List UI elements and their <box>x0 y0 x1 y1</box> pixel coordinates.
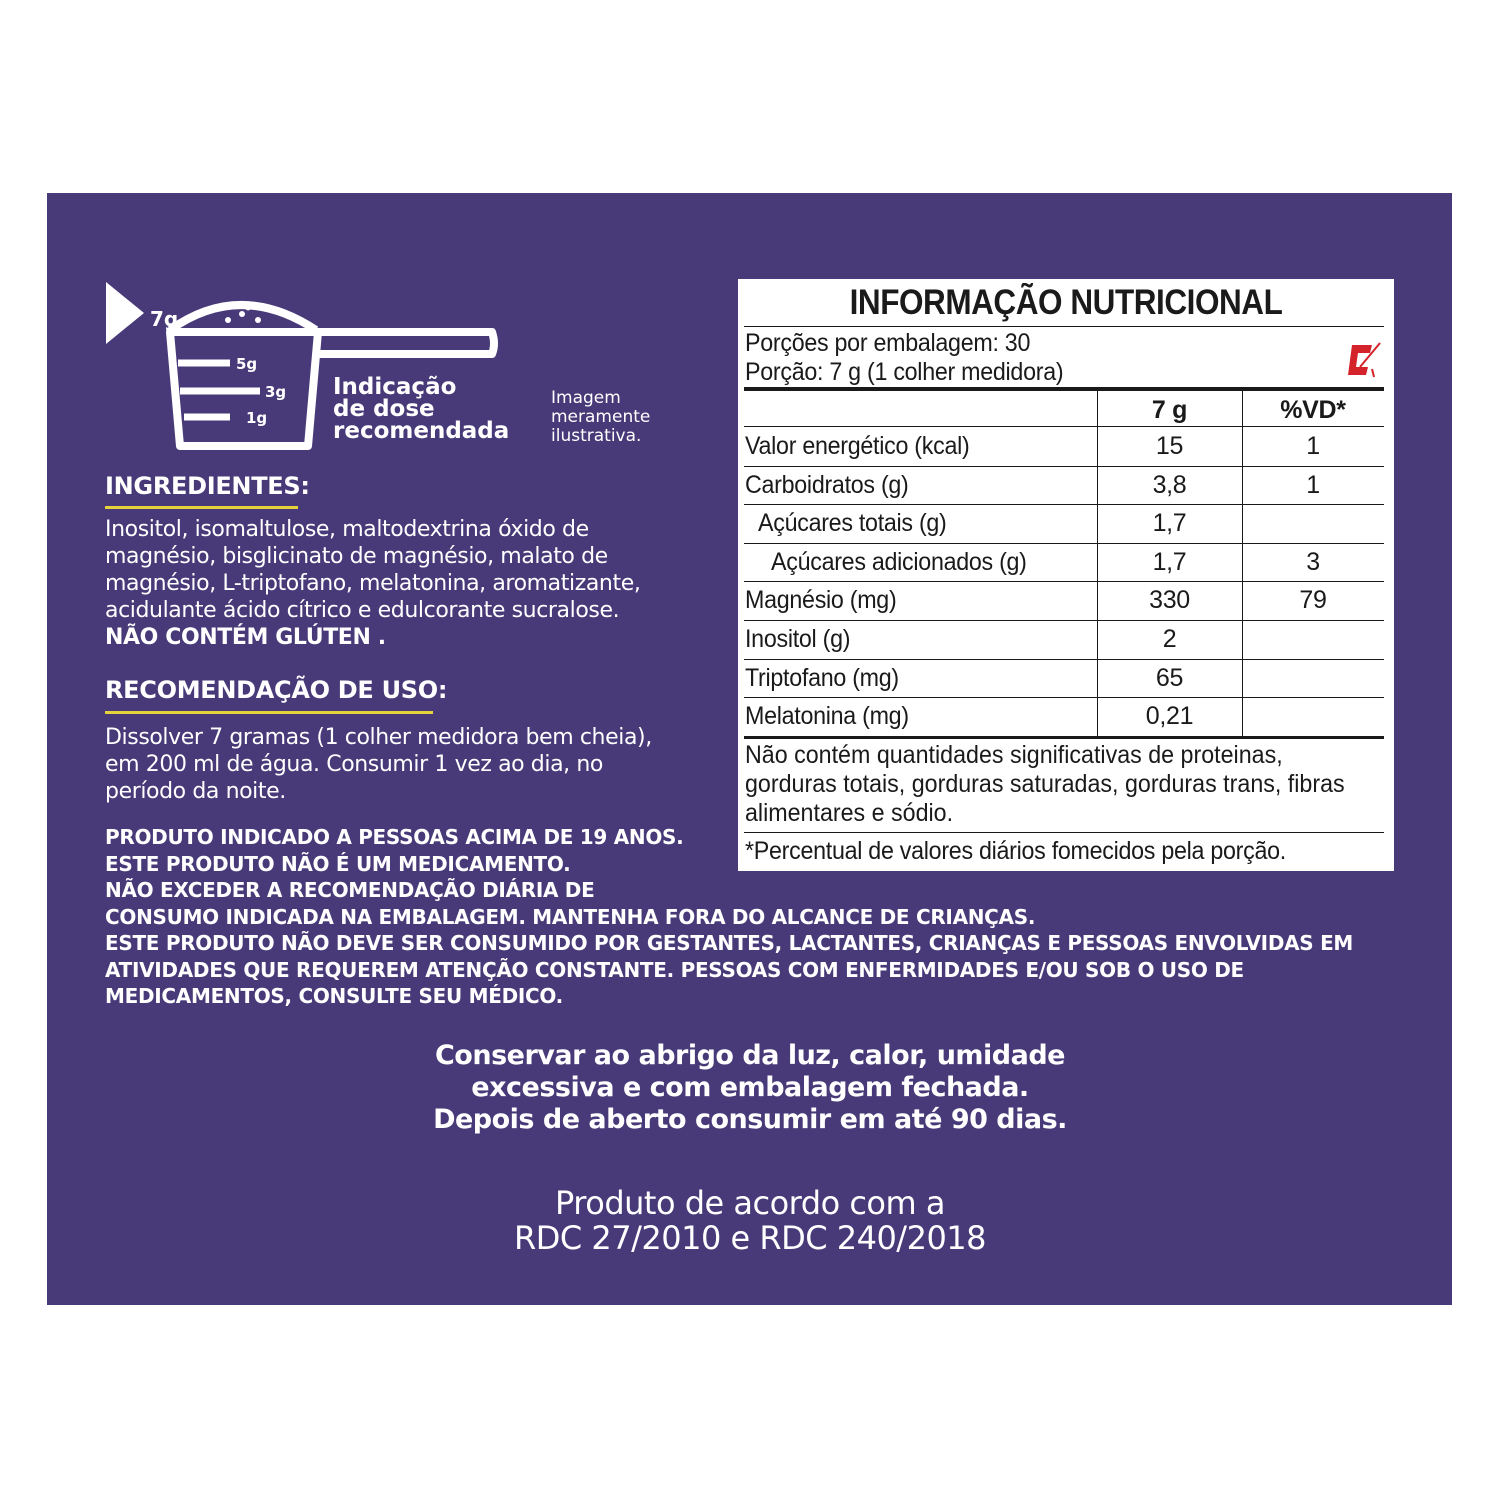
nutrient-name: Inositol (g) <box>745 625 851 653</box>
illustrative-image-note: Imagem meramente ilustrativa. <box>551 388 651 446</box>
nutrient-vd: 3 <box>1306 547 1320 576</box>
nutrient-amount: 330 <box>1149 586 1190 615</box>
nutrient-vd: 1 <box>1306 432 1320 460</box>
scoop-dose: 7g <box>150 307 179 331</box>
nutrient-amount: 1,7 <box>1152 547 1187 576</box>
nutrition-row <box>744 427 1384 467</box>
nutrient-amount: 1,7 <box>1152 509 1187 538</box>
warnings: PRODUTO INDICADO A PESSOAS ACIMA DE 19 ANOS. ESTE PRODUTO NÃO É UM MEDICAMENTO. NÃO EXCEDER A RECOMENDAÇÃO DIÁRIA DE CONSUMO INDICADA NA EMBALAGEM. MANTENHA FORA DO ALCANCE DE CRIANÇAS. ESTE PRODUTO NÃO DEVE SER CONSUMIDO POR GESTANTES, LACTANTES, CRIANÇAS E PESSOAS ENVOLVIDAS EM ATIVIDADES QUE REQUEREM ATENÇÃO CONSTANTE. PESSOAS COM ENFERMIDADES E/OU SOB O USO DE MEDICAMENTOS, CONSULTE SEU MÉDICO. <box>105 825 1354 1008</box>
usage-text: Dissolver 7 gramas (1 colher medidora bem cheia), em 200 ml de água. Consumir 1 vez ao dia, no período da noite. <box>105 725 652 804</box>
portion-size: Porção: 7 g (1 colher medidora) <box>745 358 1064 386</box>
nutrient-vd <box>1242 659 1384 698</box>
nutrient-vd <box>1242 620 1384 659</box>
nutrition-row <box>744 466 1384 506</box>
ingredients-text: Inositol, isomaltulose, maltodextrina óxido de magnésio, bisglicinato de magnésio, malato de magnésio, L-triptofano, melatonina, aromatizante, acidulante ácido cítrico e edulcorante sucralose. NÃO CONTÉM GLÚTEN . <box>105 517 641 650</box>
nutrient-amount: 65 <box>1155 663 1184 692</box>
storage-instructions: Conservar ao abrigo da luz, calor, umidade excessiva e com embalagem fechada. Depois de aberto consumir em até 90 dias. <box>433 1040 1067 1135</box>
column-header-vd: %VD* <box>1280 396 1346 424</box>
servings-per-package: Porções por embalagem: 30 <box>745 329 1031 357</box>
nutrient-name: Valor energético (kcal) <box>745 432 970 460</box>
nutrient-name: Carboidratos (g) <box>745 470 909 499</box>
nutrient-name: Magnésio (mg) <box>745 586 897 615</box>
gluten-notice: NÃO CONTÉM GLÚTEN . <box>105 625 386 650</box>
nutrition-row <box>744 581 1384 621</box>
divider <box>744 832 1384 833</box>
nutrient-amount: 3,8 <box>1152 470 1187 499</box>
scoop-mark-1g: 1g <box>246 409 268 427</box>
nutrition-row <box>744 504 1384 544</box>
nutrient-name: Açúcares adicionados (g) <box>771 547 1027 576</box>
usage-underline <box>105 711 433 714</box>
scoop-mark-3g: 3g <box>265 383 287 401</box>
scoop-mark-5g: 5g <box>236 355 258 373</box>
percent-daily-note: *Percentual de valores diários fomecidos pela porção. <box>745 837 1286 865</box>
column-header-amount: 7 g <box>1151 396 1188 424</box>
nutrition-footnote: Não contém quantidades significativas de proteinas, gorduras totais, gorduras saturadas, gorduras trans, fibras alimentares e sódio. <box>745 741 1345 827</box>
nutrition-title: INFORMAÇÃO NUTRICIONAL <box>849 283 1283 322</box>
nutrient-vd <box>1242 697 1384 736</box>
thick-divider <box>744 736 1384 739</box>
ingredients-heading: INGREDIENTES: <box>105 472 310 500</box>
nutrition-row <box>744 697 1384 736</box>
dose-indication-label: Indicação de dose recomendada <box>333 374 510 444</box>
warning-symbol-icon <box>1342 337 1382 379</box>
regulation-note: Produto de acordo com a RDC 27/2010 e RDC 240/2018 <box>513 1184 987 1257</box>
nutrient-name: Melatonina (mg) <box>745 702 909 731</box>
nutrient-name: Triptofano (mg) <box>745 663 899 692</box>
nutrition-row <box>744 543 1384 583</box>
nutrient-amount: 15 <box>1155 432 1184 460</box>
nutrition-row <box>744 620 1384 660</box>
nutrient-vd: 1 <box>1306 470 1320 499</box>
nutrient-amount: 2 <box>1162 625 1177 653</box>
divider <box>744 326 1384 327</box>
nutrition-row <box>744 659 1384 699</box>
nutrient-amount: 0,21 <box>1145 702 1194 731</box>
nutrient-vd <box>1242 504 1384 543</box>
usage-heading: RECOMENDAÇÃO DE USO: <box>105 676 448 704</box>
nutrient-name: Açúcares totais (g) <box>758 509 947 538</box>
nutrient-vd: 79 <box>1299 586 1327 615</box>
ingredients-underline <box>105 506 298 509</box>
nutrition-facts-table <box>738 279 1394 871</box>
